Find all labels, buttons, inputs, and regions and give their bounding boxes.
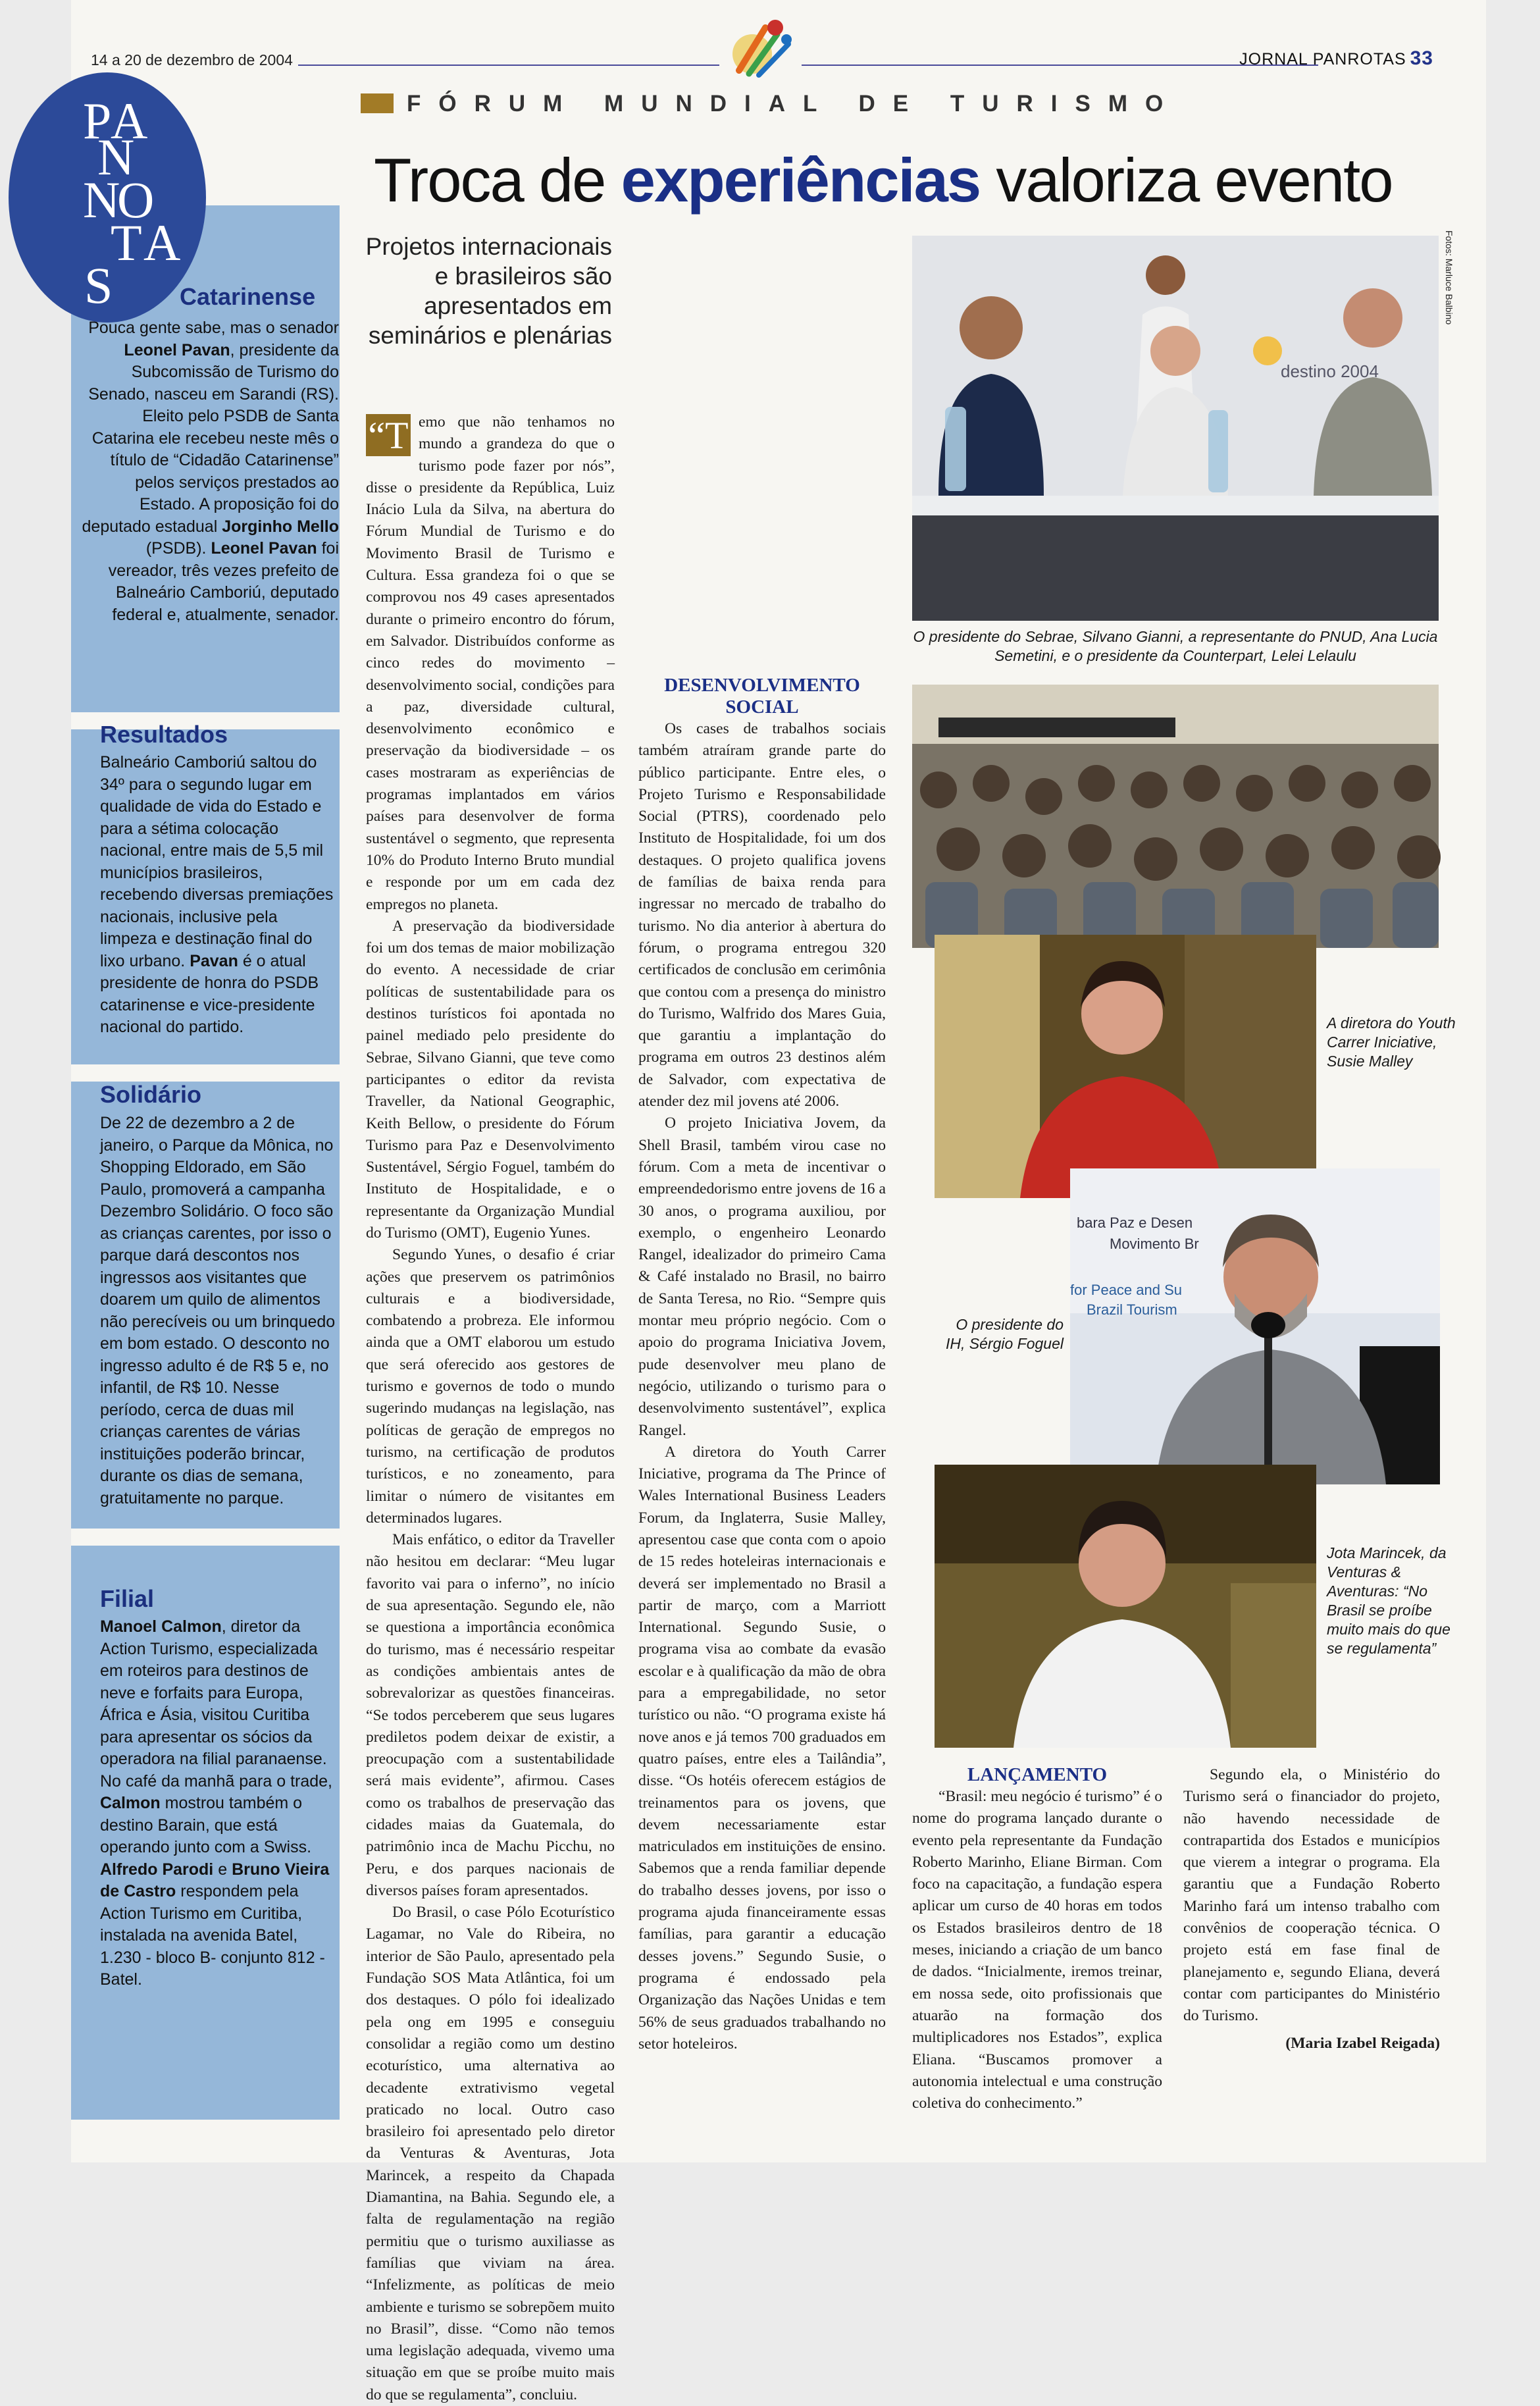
article-paragraph: O projeto Iniciativa Jovem, da Shell Brasil, também virou case no fórum. Com a meta de incentivar o empreendedorismo entre jovens de 16 a 30 anos, o programa auxiliou, por exemplo, o engenheiro Leonardo Rangel, idealizador do primeiro Cama & Café instalado no Brasil, no bairro de Santa Teresa, no Rio. “Sempre quis montar meu próprio negócio. Com o apoio do programa Iniciativa Jovem, pude desenvolver meu plano de negócio, utilizando o turismo para o desenvolvimento sustentável”, explica Rangel. bbox=[638, 1114, 886, 1439]
svg-text:bara Paz e Desen: bara Paz e Desen bbox=[1077, 1215, 1193, 1231]
sidebar-heading-solidario: Solidário bbox=[100, 1081, 202, 1108]
photo-audience bbox=[912, 685, 1439, 948]
photo-panel-speakers bbox=[912, 236, 1439, 621]
sidebar-text-catarinense: Pouca gente sabe, mas o senador Leonel Pavan, presidente da Subcomissão de Turismo do Senado, nasceu em Sarandi (RS). Eleito pelo PSDB de Santa Catarina ele recebeu neste mês o título de “Cidadão Catarinense” pelos serviços prestados ao Estado. A proposição foi do deputado estadual Jorginho Mello (PSDB). Leonel Pavan foi vereador, três vezes prefeito de Balneário Camboriú, deputado federal e, atualmente, senador. bbox=[82, 319, 339, 624]
subheading-lancamento: LANÇAMENTO bbox=[967, 1764, 1108, 1785]
sidebar-heading-filial: Filial bbox=[100, 1585, 155, 1612]
sidebar-divider bbox=[71, 1064, 340, 1082]
photo-jota-marincek bbox=[935, 1465, 1316, 1748]
svg-text:Brazil Tourism: Brazil Tourism bbox=[1087, 1301, 1177, 1318]
photo-sergio-foguel bbox=[1070, 1168, 1440, 1484]
article-column-4 bbox=[1183, 1764, 1440, 2054]
sidebar-text-solidario: De 22 de dezembro a 2 de janeiro, o Parque da Mônica, no Shopping Eldorado, em São Paulo, promoverá a campanha Dezembro Solidário. O foco são as crianças carentes, por isso o parque dará descontos nos ingressos aos visitantes que doarem um quilo de alimentos não perecíveis ou um brinquedo em bom estado. O desconto no ingresso adulto é de R$ 5 e, no infantil, de R$ 10. Nesse período, cerca de duas mil crianças carentes de várias instituições poderão brincar, durante os dias de semana, gratuitamente no parque. bbox=[100, 1114, 336, 1507]
article-paragraph: A preservação da biodiversidade foi um dos temas de maior mobilização do evento. A necessidade de criar políticas de sustentabilidade para os destinos turísticos foi apontada no painel mediado pelo presidente do Sebrae, Silvano Gianni, que teve como participantes o editor da revista Traveller, da National Geographic, Keith Bellow, o presidente do Fórum Turismo para Paz e Desenvolvimento Sustentável, Sérgio Foguel, também do Instituto de Hospitalidade, e o representante da Organização Mundial do Turismo (OMT), Eugenio Yunes. bbox=[366, 917, 615, 1242]
svg-text:destino 2004: destino 2004 bbox=[1281, 361, 1379, 381]
svg-text:P: P bbox=[83, 92, 112, 149]
sidebar-heading-catarinense: Catarinense bbox=[180, 283, 316, 310]
sidebar-text-filial: Manoel Calmon, diretor da Action Turismo, especializada em roteiros para destinos de neve e forfaits para Europa, África e Ásia, visitou Curitiba para apresentar os sócios da operadora na filial paranaense. No café da manhã para o trade, Calmon mostrou também o destino Barain, que está operando junto com a Swiss. Alfredo Parodi e Bruno Vieira de Castro respondem pela Action Turismo em Curitiba, instalada na avenida Batel, 1.230 - bloco B- conjunto 812 - Batel. bbox=[100, 1617, 333, 1989]
sidebar-divider bbox=[71, 1529, 340, 1546]
section-label: FÓRUM MUNDIAL DE TURISMO bbox=[361, 91, 1181, 117]
article-paragraph: Segundo Yunes, o desafio é criar ações que preservem os patrimônios culturais e a biodiversidade, combatendo a probreza. Ele informou ainda que a OMT elaborou um estudo que será oferecido aos gestores de turismo e governos de todo o mundo sugerindo mudanças na legislação, nas políticas de geração de empregos no turismo, na certificação de produtos turísticos, e no zoneamento, para limitar o número de visitantes em determinados lugares. bbox=[366, 1246, 615, 1527]
subheading-desenvolvimento-social: DESENVOLVIMENTO SOCIAL bbox=[664, 675, 860, 718]
article-paragraph: “T emo que não tenhamos no mundo a grandeza do que o turismo pode fazer por nós”, disse o presidente da República, Luiz Inácio Lula da Silva, na abertura do Fórum Mundial de Turismo e do Movimento Brasil de Turismo e Cultura. Essa grandeza foi o que se comprovou nos 49 cases apresentados durante o primeiro encontro do fórum, em Salvador. Distribuídos conforme as cinco redes do movimento – desenvolvimento social, condições para a paz, diversidade cultural, desenvolvimento econômico e preservação da biodiversidade – os cases mostraram as experiências de programas implantados em vários países para desenvolver de forma sustentável o segmento, que representa 10% do Produto Interno Bruto mundial e responde por um em cada dez empregos no planeta. bbox=[366, 413, 615, 913]
headline: Troca de experiências valoriza evento bbox=[374, 145, 1393, 215]
caption-susie-malley: A diretora do Youth Carrer Iniciative, Susie Malley bbox=[1327, 1014, 1456, 1070]
newspaper-name: JORNAL PANROTAS 33 bbox=[1239, 47, 1433, 69]
byline: (Maria Izabel Reigada) bbox=[1285, 2034, 1440, 2052]
article-paragraph: “Brasil: meu negócio é turismo” é o nome do programa lançado durante o evento pela representante da Fundação Roberto Marinho, Eliane Birman. Com foco na capacitação, a fundação espera aplicar um curso de 40 horas em todos os Estados brasileiros dentro de 18 meses, iniciando a criação de um banco de dados. “Inicialmente, iremos treinar, em nossa sede, oito profissionais que atuarão na formação dos multiplicadores nos Estados”, explica Eliana. “Buscamos promover a autonomia intelectual e uma construção coletiva do conhecimento.” bbox=[912, 1788, 1162, 2112]
svg-text:O: O bbox=[117, 171, 155, 228]
header-rule-left bbox=[298, 65, 719, 66]
svg-text:T: T bbox=[111, 214, 142, 271]
sidebar-text-resultados: Balneário Camboriú saltou do 34º para o segundo lugar em qualidade de vida do Estado e para a sétima colocação nacional, entre mais de 5,5 mil municípios brasileiros, recebendo diversas premiações nacionais, inclusive pela limpeza e destinação final do lixo urbano. Pavan é o atual presidente de honra do PSDB catarinense e vice-presidente nacional do partido. bbox=[100, 753, 334, 1036]
article-column-3 bbox=[912, 1764, 1162, 2114]
article-paragraph: Do Brasil, o case Pólo Ecoturístico Lagamar, no Vale do Ribeira, no interior de São Paulo, apresentado pela Fundação SOS Mata Atlântica, foi um dos destaques. O pólo foi idealizado pela ong em 1995 e conseguiu consolidar a região como um destino ecoturístico, uma alternativa ao decadente extrativismo vegetal praticado no local. Outro caso brasileiro foi apresentado pelo diretor da Venturas & Aventuras, Jota Marincek, a respeito da Chapada Diamantina, na Bahia. Segundo ele, a falta de regulamentação na região permitiu que o turismo auxiliasse as famílias que viviam na área. “Infelizmente, as políticas de meio ambiente e turismo se sobrepõem muito no Brasil”, disse. “Como não temos uma legislação adequada, vivemo uma situação em que se proíbe muito mais do que se regulamenta”, concluiu. bbox=[366, 1904, 615, 2403]
forum-logo-icon bbox=[726, 8, 798, 86]
svg-text:A: A bbox=[111, 92, 148, 149]
svg-text:N: N bbox=[97, 128, 135, 186]
newspaper-page bbox=[71, 0, 1486, 2403]
article-deck: Projetos internacionais e brasileiros são apresentados em seminários e plenárias bbox=[365, 233, 612, 349]
article-column-2 bbox=[638, 227, 886, 2123]
article-paragraph: Mais enfático, o editor da Traveller não hesitou em declarar: “Meu lugar favorito vai para o inferno”, no início de sua apresentação. Segundo ele, não se questiona a importância econômica do turismo, mas é necessário respeitar as condições ambientais antes de sobrevalorizar as questões financeiras. “Se todos perceberem que seus lugares prediletos podem deixar de existir, a preocupação com a sustentabilidade será mais evidente”, afirmou. Cases como os trabalhos de preservação das cidades maias da Guatemala, do patrimônio inca de Machu Picchu, no Peru, e dos parques nacionais de diversos países foram apresentados. bbox=[366, 1531, 615, 1899]
photo-credit: Fotos: Marluce Balbino bbox=[1444, 230, 1454, 325]
article-paragraph: A diretora do Youth Carrer Iniciative, programa da The Prince of Wales International Business Leaders Forum, da Inglaterra, Susie Malley, apresentou case que conta com o apoio de 15 redes hoteleiras internacionais e deverá ser implementado no Brasil a partir de março, com a Marriott International. Segundo Susie, o programa visa ao combate da evasão escolar e à qualificação da mão de obra para a empregabilidade, no setor turístico ou não. “O programa existe há nove anos e já temos 700 graduados em quatro países, entre eles a Tailândia”, disse. “Os hotéis oferecem estágios de treinamentos para os jovens, que devem necessariamente estar matriculados em instituições de ensino. Sabemos que a renda familiar depende do trabalho desses jovens, por isso o programa ajuda financeiramente essas famílias, para garantir a educação desses jovens.” Segundo Susie, o programa é endossado pela Organização das Nações Unidas e tem 56% de seus graduados trabalhando no setor hoteleiros. bbox=[638, 1443, 886, 2053]
caption-panel: O presidente do Sebrae, Silvano Gianni, a representante do PNUD, Ana Lucia Semetini, e o presidente da Counterpart, Lelei Lelaulu bbox=[913, 628, 1438, 664]
dropcap: “T bbox=[366, 414, 411, 456]
issue-date: 14 a 20 de dezembro de 2004 bbox=[91, 51, 293, 68]
svg-text:for Peace and Su: for Peace and Su bbox=[1070, 1282, 1183, 1298]
svg-text:Movimento Br: Movimento Br bbox=[1110, 1236, 1199, 1252]
article-column-1 bbox=[366, 411, 615, 2406]
column-2-top-space bbox=[638, 227, 886, 675]
section-bar bbox=[361, 93, 394, 113]
article-paragraph: Os cases de trabalhos sociais também atraíram grande parte do público participante. Entre eles, o Projeto Turismo e Responsabilidade Social (PTRS), coordenado pelo Instituto de Hospitalidade, foi um dos destaques. O projeto qualifica jovens de famílias de baixa renda para ingressar no mercado de trabalho do turismo. No dia anterior à abertura do fórum, o programa entregou 320 certificados de conclusão em cerimônia que contou com a presença do ministro do Turismo, Walfrido dos Mares Guia, que garantiu a implantação do programa em outros 23 destinos além de Salvador, com expectativa de atender dez mil jovens até 2006. bbox=[638, 720, 886, 1111]
svg-text:A: A bbox=[143, 214, 181, 271]
caption-jota-marincek: Jota Marincek, da Venturas & Aventuras: “No Brasil se proíbe muito mais do que se regulamenta” bbox=[1327, 1544, 1450, 1657]
page-number: 33 bbox=[1410, 47, 1433, 69]
svg-text:N: N bbox=[83, 171, 120, 228]
photo-susie-malley bbox=[935, 935, 1316, 1198]
article-paragraph: Segundo ela, o Ministério do Turismo será o financiador do projeto, não havendo necessidade de contrapartida dos Estados e municípios que vierem a integrar o programa. Ela garantiu que a Fundação Roberto Marinho fará um intenso trabalho com convênios de cooperação técnica. O projeto está em fase final de planejamento e, segundo Eliana, deverá contar com participantes do Ministério do Turismo. bbox=[1183, 1766, 1440, 2025]
caption-sergio-foguel: O presidente do IH, Sérgio Foguel bbox=[946, 1316, 1064, 1352]
svg-text:S: S bbox=[84, 257, 113, 314]
sidebar-heading-resultados: Resultados bbox=[100, 721, 228, 748]
